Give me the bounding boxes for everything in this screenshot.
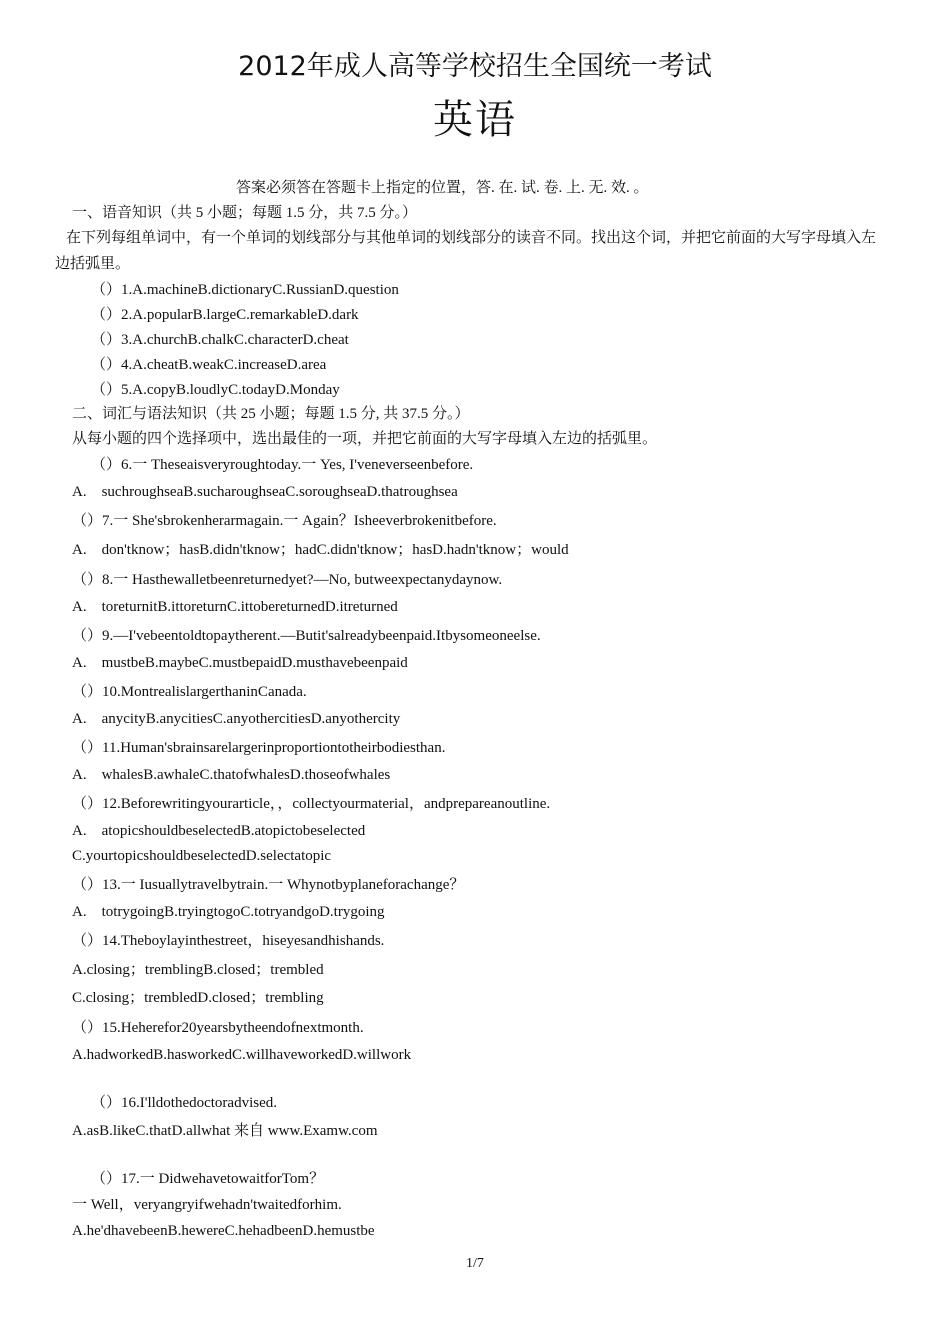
question-item: （）4.A.cheatB.weakC.increaseD.area — [91, 357, 327, 373]
section1-instruction: 在下列每组单词中，有一个单词的划线部分与其他单词的划线部分的读音不同。找出这个词，并把它前面的大写字母填入左边括弧里。 — [55, 230, 877, 272]
question-line: （）12.Beforewritingyourarticle，，collectyourmaterial，andprepareanoutline. — [72, 796, 551, 812]
question-line: （）15.Heherefor20yearsbytheendofnextmonth. — [72, 1020, 364, 1036]
question-line: 一 Well，veryangryifwehadn'twaitedforhim. — [72, 1197, 342, 1213]
question-line: （）8.一 Hasthewalletbeenreturnedyet?—No, butweexpectanydaynow. — [72, 572, 503, 588]
question-item: （）2.A.popularB.largeC.remarkableD.dark — [91, 307, 359, 323]
section2-heading: 二、词汇与语法知识（共 25 小题；每题 1.5 分, 共 37.5 分。） — [72, 406, 470, 422]
option-line: A. totrygoingB.tryingtogoC.totryandgoD.trygoing — [72, 904, 385, 920]
option-line: A. toreturnitB.ittoreturnC.ittobereturnedD.itreturned — [72, 599, 398, 615]
question-line: （）17.一 DidwehavetowaitforTom？ — [91, 1171, 325, 1187]
question-item: （）5.A.copyB.loudlyC.todayD.Monday — [91, 382, 340, 398]
question-line: （）16.I'lldothedoctoradvised. — [91, 1095, 277, 1111]
subject-title: 英语 — [433, 97, 517, 143]
question-line: （）11.Human'sbrainsarelargerinproportiontotheirbodiesthan. — [72, 740, 446, 756]
option-line: A. mustbeB.maybeC.mustbepaidD.musthavebeenpaid — [72, 655, 408, 671]
option-line: A. anycityB.anycitiesC.anyothercitiesD.anyothercity — [72, 711, 401, 727]
question-line: （）14.Theboylayinthestreet，hiseyesandhishands. — [72, 933, 385, 949]
question-line: （）9.—I'vebeentoldtopaytherent.—Butit'salreadybeenpaid.Itbysomeoneelse. — [72, 628, 541, 644]
question-line: （）6.一 Theseaisveryroughtoday.一 Yes, I'veneverseenbefore. — [91, 457, 474, 473]
question-line: （）10.MontrealislargerthaninCanada. — [72, 684, 307, 700]
question-item: （）3.A.churchB.chalkC.characterD.cheat — [91, 332, 349, 348]
question-line: （）7.一 She'sbrokenherarmagain.一 Again？Isheeverbrokenitbefore. — [72, 513, 497, 529]
option-line: A. don'tknow；hasB.didn'tknow；hadC.didn'tknow；hasD.hadn'tknow；would — [72, 542, 569, 558]
option-line: A. whalesB.awhaleC.thatofwhalesD.thoseofwhales — [72, 767, 391, 783]
section2-instruction: 从每小题的四个选择项中，选出最佳的一项，并把它前面的大写字母填入左边的括弧里。 — [72, 431, 658, 447]
option-line: A.closing；tremblingB.closed；trembled — [72, 962, 324, 978]
section1-heading: 一、语音知识（共 5 小题；每题 1.5 分，共 7.5 分。） — [72, 205, 418, 221]
question-line: （）13.一 Iusuallytravelbytrain.一 Whynotbyplaneforachange？ — [72, 877, 465, 893]
option-line: C.yourtopicshouldbeselectedD.selectatopic — [72, 848, 332, 864]
question-item: （）1.A.machineB.dictionaryC.RussianD.question — [91, 282, 399, 298]
option-line: A.he'dhavebeenB.hewereC.hehadbeenD.hemustbe — [72, 1223, 375, 1239]
exam-title: 2012年成人高等学校招生全国统一考试 — [238, 51, 712, 82]
option-line: C.closing；trembledD.closed；trembling — [72, 990, 324, 1006]
option-line: A. suchroughseaB.sucharoughseaC.soroughseaD.thatroughsea — [72, 484, 458, 500]
option-line: A.hadworkedB.hasworkedC.willhaveworkedD.willwork — [72, 1047, 412, 1063]
option-line: A. atopicshouldbeselectedB.atopictobeselected — [72, 823, 366, 839]
option-line: A.asB.likeC.thatD.allwhat 来自 www.Examw.com — [72, 1123, 378, 1139]
page-number: 1/7 — [466, 1256, 484, 1271]
notice: 答案必须答在答题卡上指定的位置，答. 在. 试. 卷. 上. 无. 效. 。 — [236, 180, 649, 196]
